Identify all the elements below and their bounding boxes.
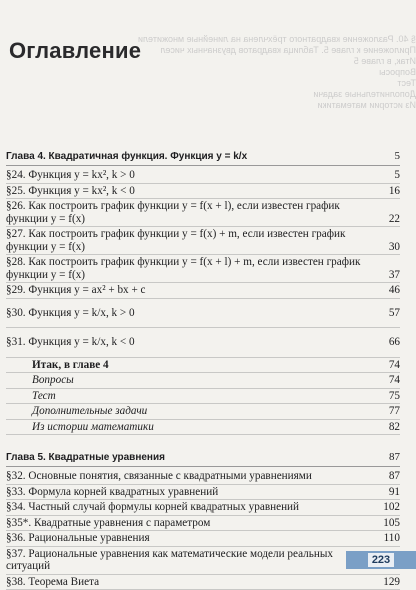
toc-row-text: §25. Функция y = kx², k < 0 [6,185,372,198]
toc-row-page: 129 [372,576,400,589]
toc-row-page: 110 [372,532,400,545]
toc-row-page: 105 [372,517,400,530]
summary-page: 77 [372,405,400,418]
summary-text: Вопросы [6,374,372,387]
toc-row-page: 102 [372,501,400,514]
summary-page: 74 [372,374,400,387]
summary-page: 75 [372,390,400,403]
toc-row[interactable] [6,227,400,255]
toc-row-text: §34. Частный случай формулы корней квадратных уравнений [6,501,372,514]
chapter-5-heading[interactable] [6,451,400,467]
toc-row-text: §32. Основные понятия, связанные с квадратными уравнениями [6,470,372,483]
toc-row-text: §27. Как построить график функции y = f(x) + m, если известен график функции y = f(x) [6,228,372,253]
bleed-line: Из истории математики [246,100,416,111]
toc-row-page: 87 [372,470,400,483]
toc-row[interactable] [6,283,400,299]
chapter-5-title: Глава 5. Квадратные уравнения [6,452,165,463]
bleed-line: Дополнительные задачи [246,89,416,100]
toc-row-text: §36. Рациональные уравнения [6,532,372,545]
summary-text: Из истории математики [6,421,372,434]
summary-row[interactable] [6,373,400,389]
chapter-4-page: 5 [395,150,401,162]
summary-row[interactable] [6,389,400,405]
toc-row-text: §33. Формула корней квадратных уравнений [6,486,372,499]
toc-row[interactable] [6,500,400,516]
summary-row[interactable] [6,358,400,374]
toc-row-page: 37 [372,269,400,282]
toc-row[interactable] [6,516,400,532]
toc-row-page: 91 [372,486,400,499]
bleed-through-text [246,34,416,144]
page-title: Оглавление [9,38,141,64]
toc-row-page: 66 [372,336,400,349]
chapter-4-title: Глава 4. Квадратичная функция. Функция y = k/x [6,151,247,162]
toc-row-text: §28. Как построить график функции y = f(x + l) + m, если известен график функции y = f(x) [6,256,372,281]
toc-row[interactable] [6,547,400,575]
toc-row[interactable] [6,168,400,184]
bleed-line: Приложение к главе 5. Таблица квадратов двузначных чисел [246,45,416,56]
toc-row-page: 16 [372,185,400,198]
bleed-line: § 40. Разложение квадратного трёхчлена на линейные множители [246,34,416,45]
page-number: 223 [368,553,394,567]
toc-row-text: §29. Функция y = ax² + bx + c [6,284,372,297]
summary-text: Тест [6,390,372,403]
toc-row[interactable] [6,531,400,547]
toc-row-text: §37. Рациональные уравнения как математические модели реальных ситуаций [6,548,372,573]
chapter-5-page: 87 [389,451,400,463]
chapter-4-heading[interactable] [6,150,400,166]
toc-row[interactable] [6,184,400,200]
summary-page: 82 [372,421,400,434]
summary-text: Дополнительные задачи [6,405,372,418]
toc-row-page: 30 [372,241,400,254]
bleed-line: Тест [246,78,416,89]
toc-row-text: §38. Теорема Виета [6,576,372,589]
toc-row[interactable] [6,328,400,358]
summary-text: Итак, в главе 4 [6,359,372,372]
toc-row-text: §35*. Квадратные уравнения с параметром [6,517,372,530]
summary-row[interactable] [6,404,400,420]
toc-row[interactable] [6,469,400,485]
toc-row-text: §30. Функция y = k/x, k > 0 [6,307,372,320]
summary-page: 74 [372,359,400,372]
table-of-contents [6,150,400,590]
toc-row-page: 57 [372,307,400,320]
toc-row[interactable] [6,575,400,590]
summary-row[interactable] [6,420,400,436]
toc-row-text: §26. Как построить график функции y = f(x + l), если известен график функции y = f(x) [6,200,372,225]
toc-row-page: 5 [372,169,400,182]
bleed-line: Итак, в главе 5 [246,56,416,67]
toc-row[interactable] [6,255,400,283]
toc-row[interactable] [6,485,400,501]
toc-row-page: 46 [372,284,400,297]
chapter-gap [6,435,400,451]
toc-row-page: 22 [372,213,400,226]
bleed-line: Вопросы [246,67,416,78]
toc-row[interactable] [6,199,400,227]
toc-row-text: §24. Функция y = kx², k > 0 [6,169,372,182]
page-number-tab [346,551,416,569]
toc-row[interactable] [6,299,400,329]
toc-row-text: §31. Функция y = k/x, k < 0 [6,336,372,349]
